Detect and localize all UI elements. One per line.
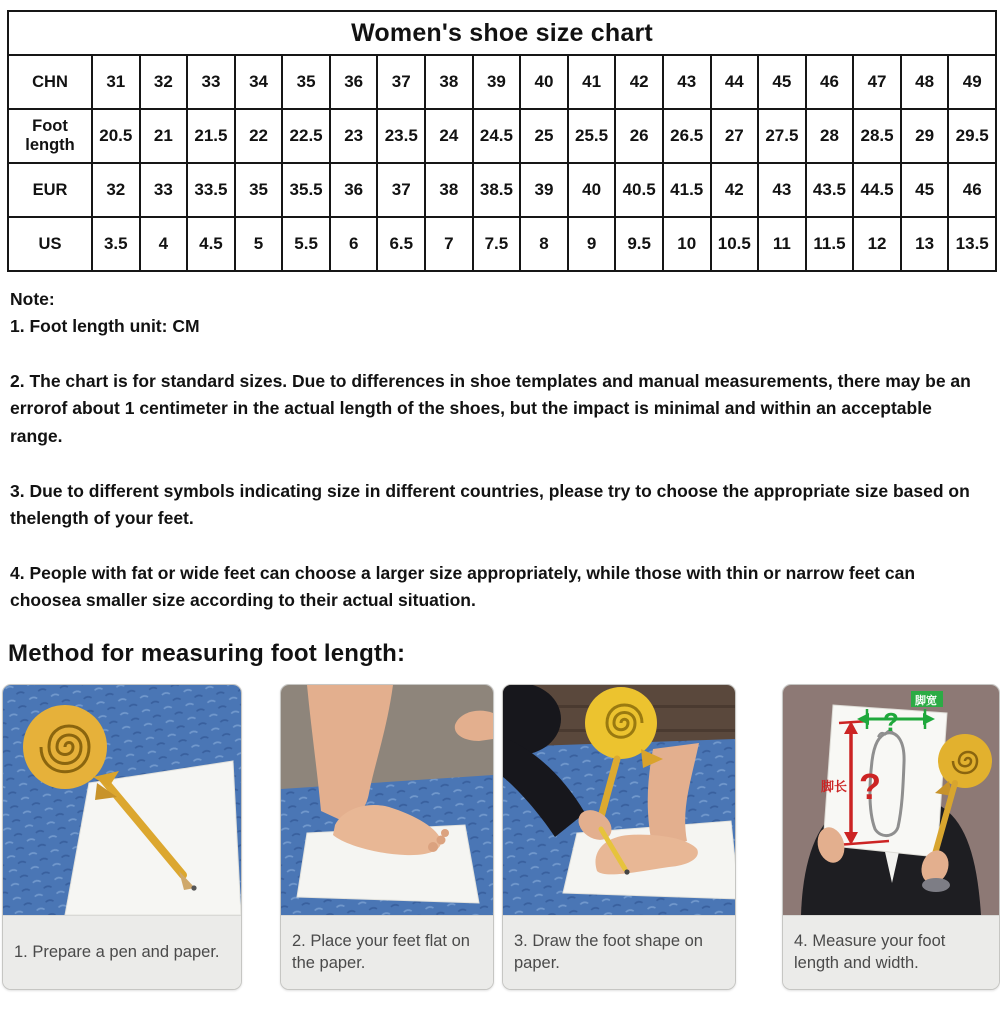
size-cell: 26	[615, 109, 663, 163]
size-chart-table	[7, 10, 997, 272]
row-label-eur: EUR	[8, 163, 92, 217]
size-cell: 49	[948, 55, 996, 109]
size-cell: 42	[711, 163, 759, 217]
step-caption-3: 3. Draw the foot shape on paper.	[503, 915, 735, 989]
size-cell: 21	[140, 109, 188, 163]
size-cell: 47	[853, 55, 901, 109]
step-card-2	[280, 684, 494, 990]
size-cell: 25	[520, 109, 568, 163]
size-cell: 27.5	[758, 109, 806, 163]
size-cell: 9.5	[615, 217, 663, 271]
size-table-row-chn	[8, 55, 996, 109]
size-cell: 36	[330, 55, 378, 109]
width-label: 脚宽	[915, 695, 937, 708]
size-cell: 31	[92, 55, 140, 109]
toe	[441, 829, 449, 837]
size-cell: 4.5	[187, 217, 235, 271]
size-cell: 12	[853, 217, 901, 271]
foot-on-paper-illustration	[281, 685, 493, 915]
size-cell: 13	[901, 217, 949, 271]
size-cell: 38	[425, 163, 473, 217]
note-item-2: 2. The chart is for standard sizes. Due to differences in shoe templates and manual measurements, there may be an errorof about 1 centimeter in the actual length of the shoes, but the impact is minimal and within an acceptable range.	[10, 371, 971, 446]
size-table-body	[8, 55, 996, 271]
size-cell: 21.5	[187, 109, 235, 163]
size-table-row-foot-length	[8, 109, 996, 163]
size-cell: 37	[377, 163, 425, 217]
wrist-cuff	[922, 878, 950, 892]
size-table-row-eur	[8, 163, 996, 217]
photo-draw-foot-shape	[503, 685, 735, 915]
row-label-foot-length: Foot length	[8, 109, 92, 163]
size-cell: 29	[901, 109, 949, 163]
row-label-us: US	[8, 217, 92, 271]
size-cell: 28.5	[853, 109, 901, 163]
note-item-3: 3. Due to different symbols indicating size in different countries, please try to choose the appropriate size based on thelength of your feet.	[10, 480, 970, 528]
step-caption-2: 2. Place your feet flat on the paper.	[281, 915, 493, 989]
size-cell: 6.5	[377, 217, 425, 271]
size-cell: 33	[187, 55, 235, 109]
size-cell: 11	[758, 217, 806, 271]
note-item-1: 1. Foot length unit: CM	[10, 316, 200, 337]
size-cell: 43.5	[806, 163, 854, 217]
size-cell: 10.5	[711, 217, 759, 271]
notes-section	[10, 286, 988, 614]
size-cell: 38	[425, 55, 473, 109]
pencil-point	[624, 870, 629, 875]
size-cell: 5.5	[282, 217, 330, 271]
step-cards	[0, 684, 1000, 996]
size-cell: 7	[425, 217, 473, 271]
size-cell: 46	[806, 55, 854, 109]
size-cell: 41.5	[663, 163, 711, 217]
pen-paper-illustration	[3, 685, 241, 915]
size-cell: 22.5	[282, 109, 330, 163]
size-cell: 25.5	[568, 109, 616, 163]
size-cell: 33	[140, 163, 188, 217]
size-cell: 44	[711, 55, 759, 109]
size-cell: 35.5	[282, 163, 330, 217]
pen-point	[191, 886, 196, 891]
size-cell: 26.5	[663, 109, 711, 163]
size-cell: 27	[711, 109, 759, 163]
table-title-row	[8, 11, 996, 55]
notes-heading: Note:	[10, 289, 55, 309]
size-cell: 43	[663, 55, 711, 109]
table-title: Women's shoe size chart	[8, 11, 996, 55]
size-cell: 20.5	[92, 109, 140, 163]
size-cell: 40	[520, 55, 568, 109]
size-cell: 24	[425, 109, 473, 163]
size-cell: 11.5	[806, 217, 854, 271]
length-question-mark: ?	[859, 766, 881, 808]
size-cell: 40.5	[615, 163, 663, 217]
size-cell: 35	[235, 163, 283, 217]
size-cell: 9	[568, 217, 616, 271]
size-cell: 39	[520, 163, 568, 217]
size-cell: 44.5	[853, 163, 901, 217]
size-cell: 45	[901, 163, 949, 217]
size-cell: 22	[235, 109, 283, 163]
size-cell: 38.5	[473, 163, 521, 217]
size-cell: 32	[140, 55, 188, 109]
size-cell: 23.5	[377, 109, 425, 163]
size-cell: 35	[282, 55, 330, 109]
size-cell: 39	[473, 55, 521, 109]
size-cell: 36	[330, 163, 378, 217]
size-cell: 10	[663, 217, 711, 271]
size-cell: 42	[615, 55, 663, 109]
size-cell: 45	[758, 55, 806, 109]
photo-prepare-pen-paper	[3, 685, 241, 915]
size-chart-sheet	[0, 10, 1000, 1010]
size-cell: 29.5	[948, 109, 996, 163]
size-cell: 4	[140, 217, 188, 271]
step-caption-4: 4. Measure your foot length and width.	[783, 915, 999, 989]
size-cell: 13.5	[948, 217, 996, 271]
size-cell: 8	[520, 217, 568, 271]
size-cell: 37	[377, 55, 425, 109]
length-label: 脚长	[821, 779, 848, 795]
drawing-foot-illustration	[503, 685, 735, 915]
size-cell: 23	[330, 109, 378, 163]
size-cell: 43	[758, 163, 806, 217]
size-cell: 3.5	[92, 217, 140, 271]
size-cell: 32	[92, 163, 140, 217]
photo-measure-foot	[783, 685, 999, 915]
step-card-1	[2, 684, 242, 990]
measuring-illustration	[783, 685, 999, 915]
size-table-row-us	[8, 217, 996, 271]
size-cell: 7.5	[473, 217, 521, 271]
size-cell: 48	[901, 55, 949, 109]
photo-feet-on-paper	[281, 685, 493, 915]
method-heading: Method for measuring foot length:	[8, 640, 406, 668]
size-cell: 41	[568, 55, 616, 109]
step-caption-1: 1. Prepare a pen and paper.	[3, 915, 241, 989]
size-cell: 40	[568, 163, 616, 217]
toe	[428, 842, 438, 852]
size-cell: 5	[235, 217, 283, 271]
row-label-chn: CHN	[8, 55, 92, 109]
note-item-4: 4. People with fat or wide feet can choose a larger size appropriately, while those with thin or narrow feet can choosea smaller size according to their actual situation.	[10, 562, 916, 610]
width-question-mark: ?	[883, 707, 899, 738]
step-card-4	[782, 684, 1000, 990]
size-cell: 28	[806, 109, 854, 163]
step-card-3	[502, 684, 736, 990]
size-cell: 46	[948, 163, 996, 217]
size-cell: 33.5	[187, 163, 235, 217]
size-cell: 34	[235, 55, 283, 109]
size-cell: 24.5	[473, 109, 521, 163]
size-cell: 6	[330, 217, 378, 271]
